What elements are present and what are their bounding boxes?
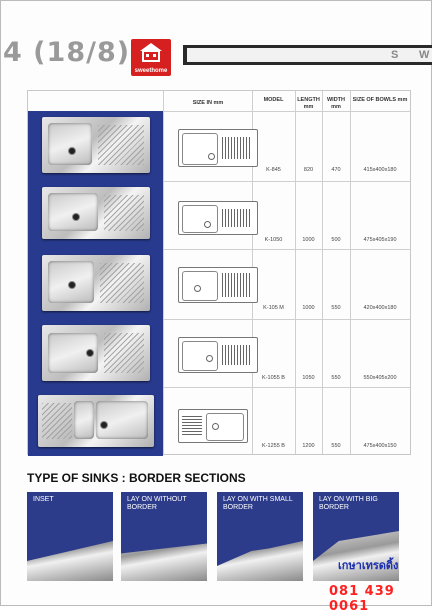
bowls-cell: 475x405x190 xyxy=(363,237,397,243)
house-icon xyxy=(139,42,163,62)
header-bar xyxy=(183,45,432,65)
length-cell: 820 xyxy=(303,167,314,173)
sink-photo xyxy=(42,117,150,173)
model-cell: K-1050 xyxy=(264,237,283,243)
border-sections-title: TYPE OF SINKS : BORDER SECTIONS xyxy=(27,471,246,485)
header-model: MODEL xyxy=(263,97,284,103)
width-cell: 550 xyxy=(331,443,341,449)
section-inset xyxy=(27,492,113,581)
sink-photos xyxy=(28,111,163,456)
header-size: SIZE IN mm xyxy=(192,100,224,106)
header-width: WIDTH mm xyxy=(326,97,346,110)
sink-photo xyxy=(42,325,150,381)
bowls-cell: 415x400x180 xyxy=(363,167,397,173)
width-cell: 470 xyxy=(331,167,341,173)
sink-photo xyxy=(38,395,154,447)
shop-name-watermark: เกษาเทรดดิ้ง xyxy=(338,559,399,572)
sink-drawing xyxy=(178,267,258,303)
sink-drawing xyxy=(178,337,258,373)
width-cell: 550 xyxy=(331,305,341,311)
section-label: LAY ON WITHOUT BORDER xyxy=(127,496,187,511)
length-cell: 1050 xyxy=(302,375,315,381)
bar-letter-w: W xyxy=(419,49,430,61)
header-length: LENGTH mm xyxy=(297,97,320,110)
bowls-cell: 420x400x180 xyxy=(363,305,397,311)
bowls-cell: 475x400x150 xyxy=(363,443,397,449)
product-table xyxy=(27,90,411,455)
length-cell: 1200 xyxy=(302,443,315,449)
length-cell: 1000 xyxy=(302,305,315,311)
brand-logo xyxy=(131,39,171,76)
header-bowls: SIZE OF BOWLS mm xyxy=(352,97,408,103)
logo-text: sweethome xyxy=(134,68,168,74)
sink-photo xyxy=(42,255,150,311)
width-cell: 550 xyxy=(331,375,341,381)
model-cell: K-105 M xyxy=(263,305,284,311)
section-label: LAY ON WITH SMALL BORDER xyxy=(223,496,293,511)
section-label: LAY ON WITH BIG BORDER xyxy=(319,496,378,511)
model-cell: K-1255 B xyxy=(262,443,285,449)
phone-watermark: 081 439 0061 xyxy=(329,584,395,614)
section-lay-on-without-border xyxy=(121,492,207,581)
model-cell: K-845 xyxy=(266,167,281,173)
model-cell: K-1055 B xyxy=(262,375,285,381)
sink-drawing xyxy=(178,409,248,443)
section-lay-on-small-border xyxy=(217,492,303,581)
length-cell: 1000 xyxy=(302,237,315,243)
section-label: INSET xyxy=(33,496,54,503)
sink-drawing xyxy=(178,201,258,235)
sink-drawing xyxy=(178,129,258,167)
series-title: 4 (18/8) xyxy=(3,37,131,68)
bar-letter-s: S xyxy=(391,49,399,61)
width-cell: 500 xyxy=(331,237,341,243)
sink-photo xyxy=(42,187,150,239)
bowls-cell: 550x405x200 xyxy=(363,375,397,381)
